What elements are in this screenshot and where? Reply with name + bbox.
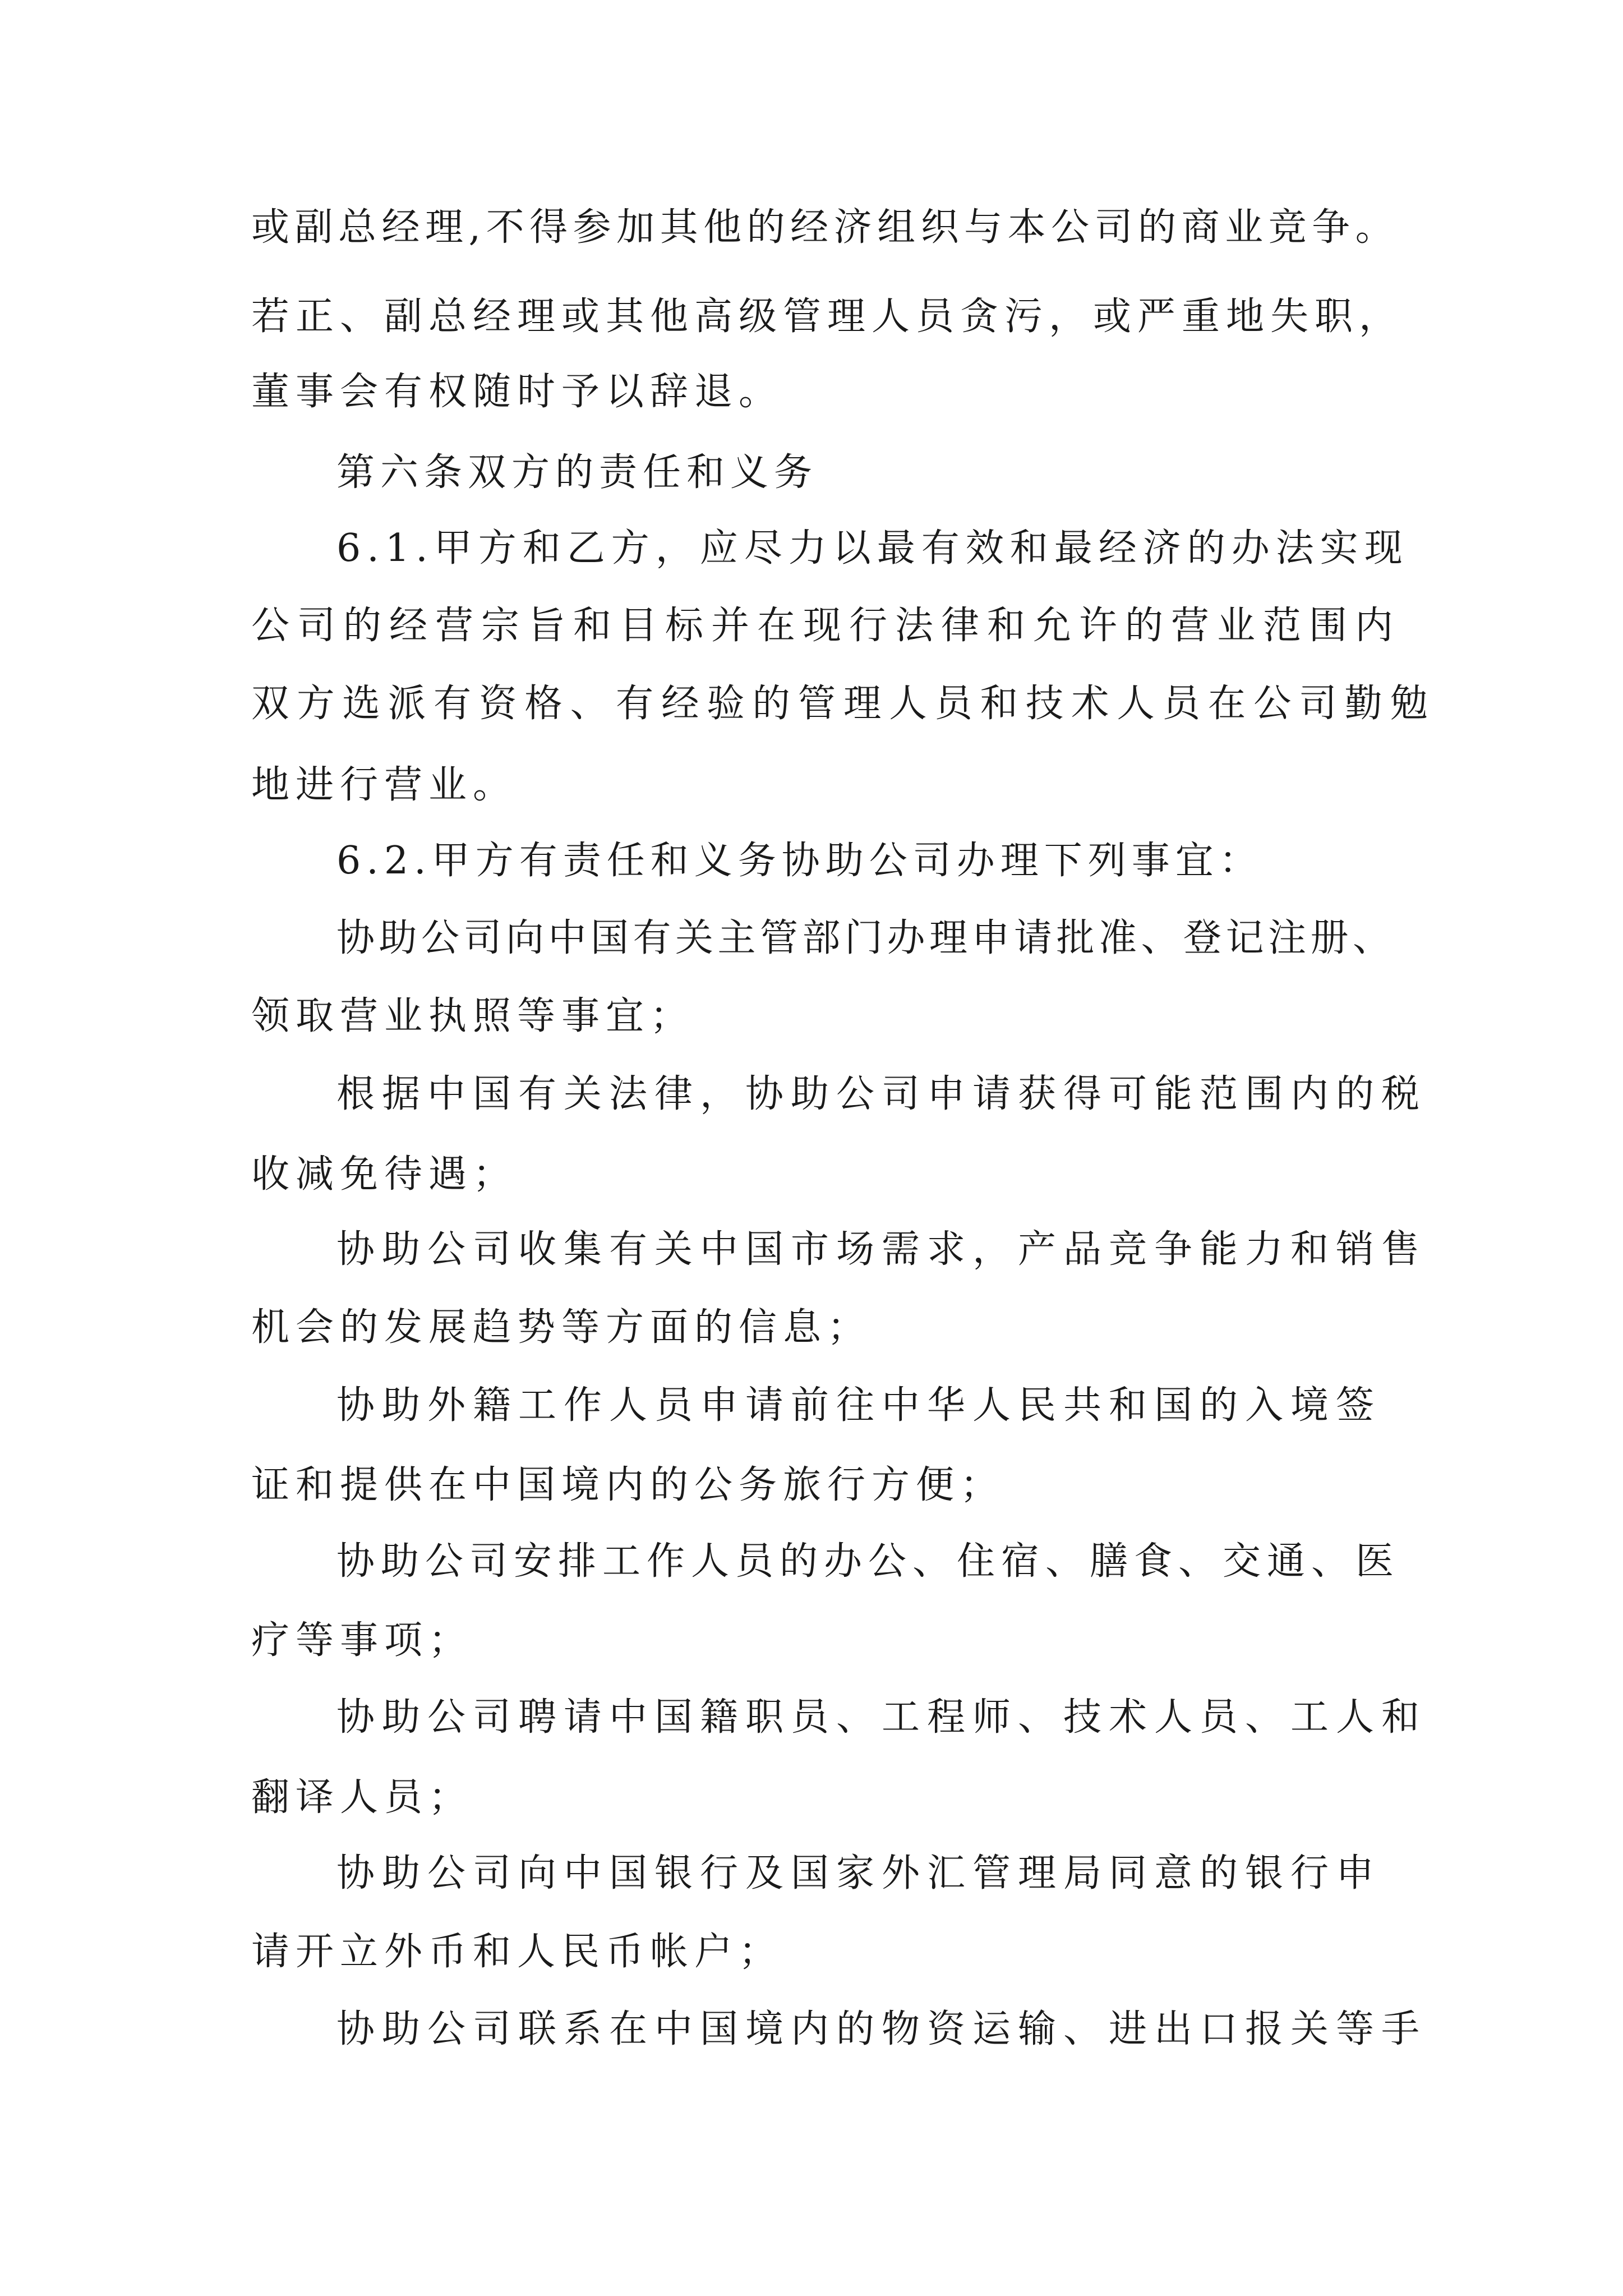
text-line: 翻译人员；	[251, 1775, 473, 1820]
text-line: 或副总经理,不得参加其他的经济组织与本公司的商业竞争。	[251, 205, 1399, 250]
text-line: 协助公司向中国有关主管部门办理申请批准、登记注册、	[336, 916, 1395, 960]
text-line: 根据中国有关法律，协助公司申请获得可能范围内的税	[336, 1072, 1427, 1116]
text-line: 双方选派有资格、有经验的管理人员和技术人员在公司勤勉	[251, 682, 1436, 726]
text-line: 领取营业执照等事宜；	[251, 994, 695, 1038]
section-heading: 第六条双方的责任和义务	[336, 450, 818, 495]
text-line: 协助公司收集有关中国市场需求，产品竞争能力和销售	[336, 1227, 1427, 1272]
text-line: 6.2.甲方有责任和义务协助公司办理下列事宜：	[336, 839, 1263, 883]
text-line: 协助公司联系在中国境内的物资运输、进出口报关等手	[336, 2007, 1427, 2051]
text-line: 6.1.甲方和乙方，应尽力以最有效和最经济的办法实现	[336, 526, 1409, 570]
text-line: 协助公司向中国银行及国家外汇管理局同意的银行申	[336, 1851, 1382, 1895]
text-line: 收减免待遇；	[251, 1152, 518, 1197]
text-line: 地进行营业。	[251, 763, 518, 807]
text-line: 协助公司聘请中国籍职员、工程师、技术人员、工人和	[336, 1695, 1427, 1740]
text-line: 疗等事项；	[251, 1618, 473, 1663]
text-line: 若正、副总经理或其他高级管理人员贪污，或严重地失职，	[251, 295, 1404, 339]
text-line: 董事会有权随时予以辞退。	[251, 370, 783, 414]
text-line: 协助外籍工作人员申请前往中华人民共和国的入境签	[336, 1383, 1382, 1428]
text-line: 证和提供在中国境内的公务旅行方便；	[251, 1463, 1005, 1507]
text-line: 机会的发展趋势等方面的信息；	[251, 1305, 872, 1350]
text-line: 协助公司安排工作人员的办公、住宿、膳食、交通、医	[336, 1539, 1400, 1584]
text-line: 公司的经营宗旨和目标并在现行法律和允许的营业范围内	[251, 604, 1401, 648]
text-line: 请开立外币和人民币帐户；	[251, 1930, 783, 1974]
